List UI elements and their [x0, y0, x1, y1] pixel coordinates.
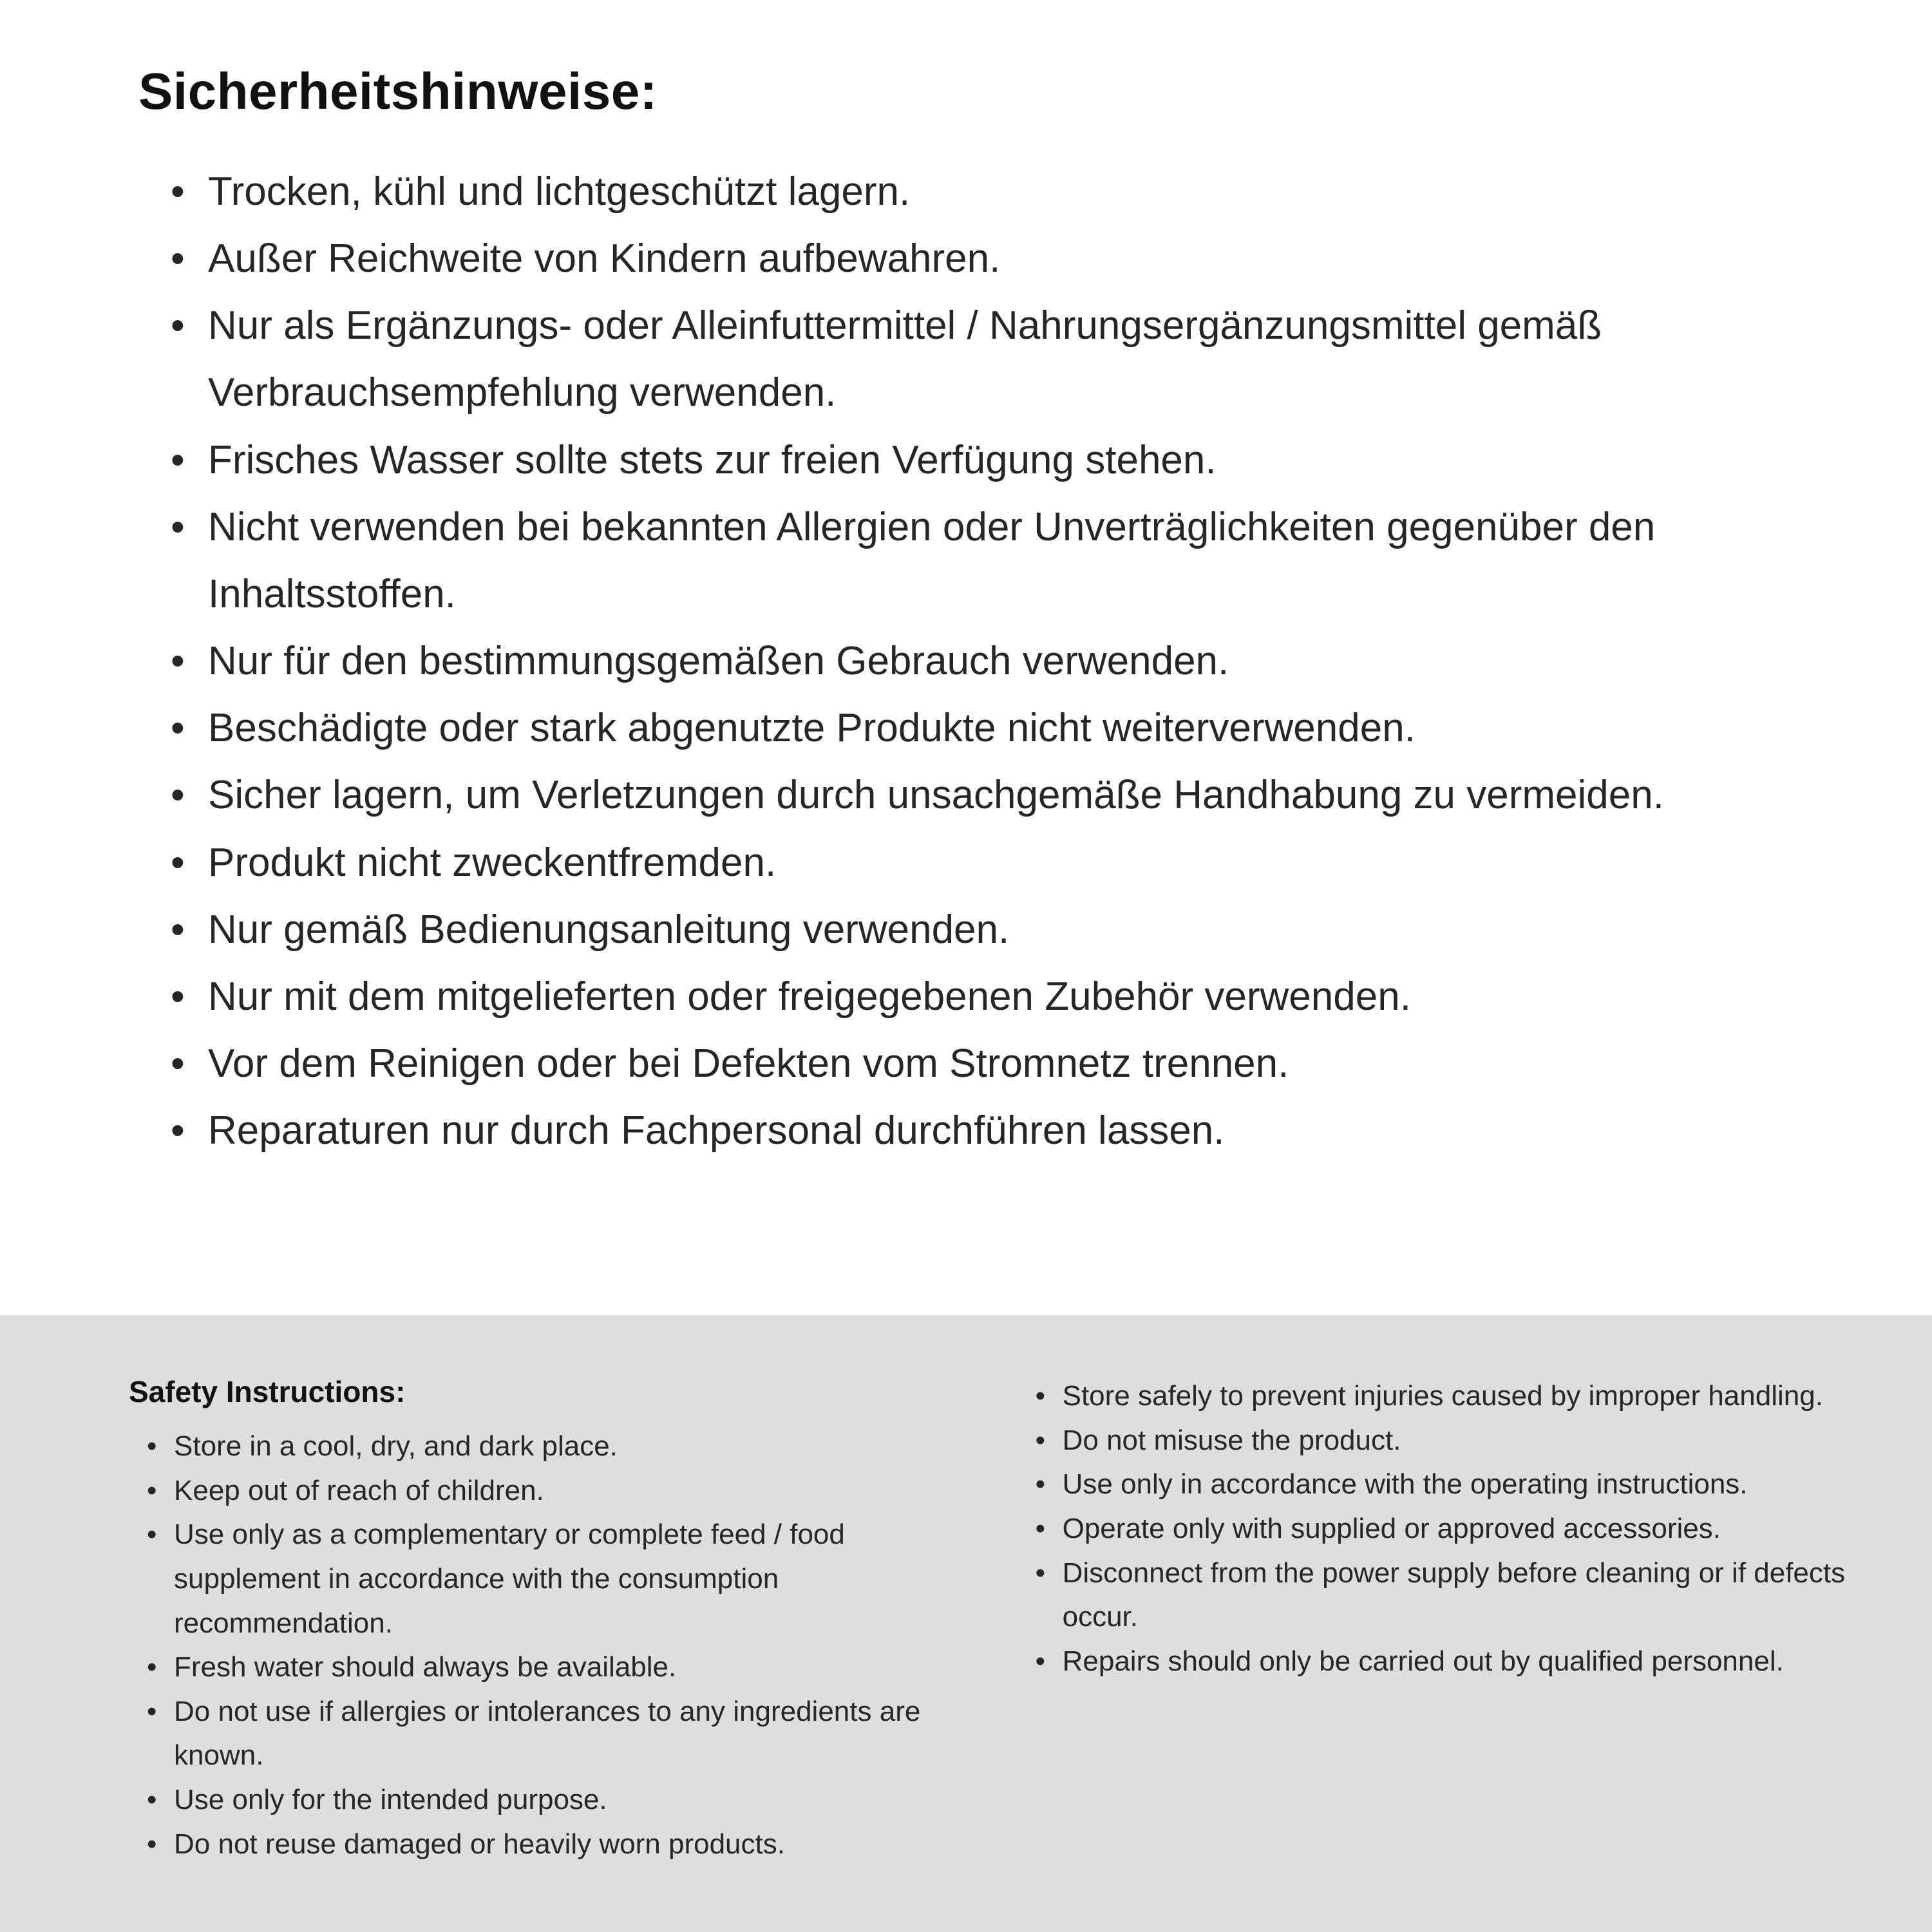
english-section-title: Safety Instructions:: [129, 1375, 406, 1408]
list-item: • Use only for the intended purpose.: [147, 1778, 958, 1823]
list-item: • Produkt nicht zweckentfremden.: [171, 829, 1816, 896]
list-item: • Reparaturen nur durch Fachpersonal durchführen lassen.: [171, 1097, 1816, 1164]
list-item: • Frisches Wasser sollte stets zur freien Verfügung stehen.: [171, 427, 1816, 494]
list-item: • Operate only with supplied or approved accessories.: [1036, 1507, 1848, 1551]
english-safety-list-left: [129, 1425, 958, 1866]
english-right-column: [1036, 1374, 1848, 1683]
english-safety-section: [0, 1315, 1932, 1932]
list-item: • Use only as a complementary or complete feed / food supplement in accordance with the consumption recommendation.: [147, 1513, 958, 1645]
list-item: • Nur für den bestimmungsgemäßen Gebrauch verwenden.: [171, 628, 1816, 695]
list-item: • Sicher lagern, um Verletzungen durch unsachgemäße Handhabung zu vermeiden.: [171, 762, 1816, 829]
list-item: • Nur mit dem mitgelieferten oder freigegebenen Zubehör verwenden.: [171, 963, 1816, 1030]
german-safety-list: [138, 158, 1816, 1164]
list-item: • Repairs should only be carried out by qualified personnel.: [1036, 1640, 1848, 1684]
list-item: • Außer Reichweite von Kindern aufbewahren.: [171, 225, 1816, 292]
list-item: • Nur als Ergänzungs- oder Alleinfuttermittel / Nahrungsergänzungsmittel gemäß Verbrauchsempfehlung verwenden.: [171, 292, 1816, 426]
list-item: • Store in a cool, dry, and dark place.: [147, 1425, 958, 1469]
list-item: • Beschädigte oder stark abgenutzte Produkte nicht weiterverwenden.: [171, 695, 1816, 762]
list-item: • Store safely to prevent injuries caused by improper handling.: [1036, 1374, 1848, 1419]
list-item: • Nicht verwenden bei bekannten Allergien oder Unverträglichkeiten gegenüber den Inhaltsstoffen.: [171, 494, 1816, 628]
list-item: • Nur gemäß Bedienungsanleitung verwenden.: [171, 896, 1816, 963]
german-section-title: Sicherheitshinweise:: [138, 62, 658, 120]
list-item: • Disconnect from the power supply before cleaning or if defects occur.: [1036, 1551, 1848, 1640]
english-safety-list-right: [1036, 1374, 1848, 1683]
english-left-column: [129, 1374, 958, 1866]
list-item: • Do not reuse damaged or heavily worn products.: [147, 1823, 958, 1867]
list-item: • Fresh water should always be available.: [147, 1645, 958, 1690]
list-item: • Use only in accordance with the operating instructions.: [1036, 1463, 1848, 1507]
list-item: • Vor dem Reinigen oder bei Defekten vom Stromnetz trennen.: [171, 1030, 1816, 1097]
list-item: • Trocken, kühl und lichtgeschützt lagern.: [171, 158, 1816, 225]
list-item: • Do not misuse the product.: [1036, 1419, 1848, 1463]
list-item: • Keep out of reach of children.: [147, 1469, 958, 1513]
list-item: • Do not use if allergies or intolerances to any ingredients are known.: [147, 1690, 958, 1778]
